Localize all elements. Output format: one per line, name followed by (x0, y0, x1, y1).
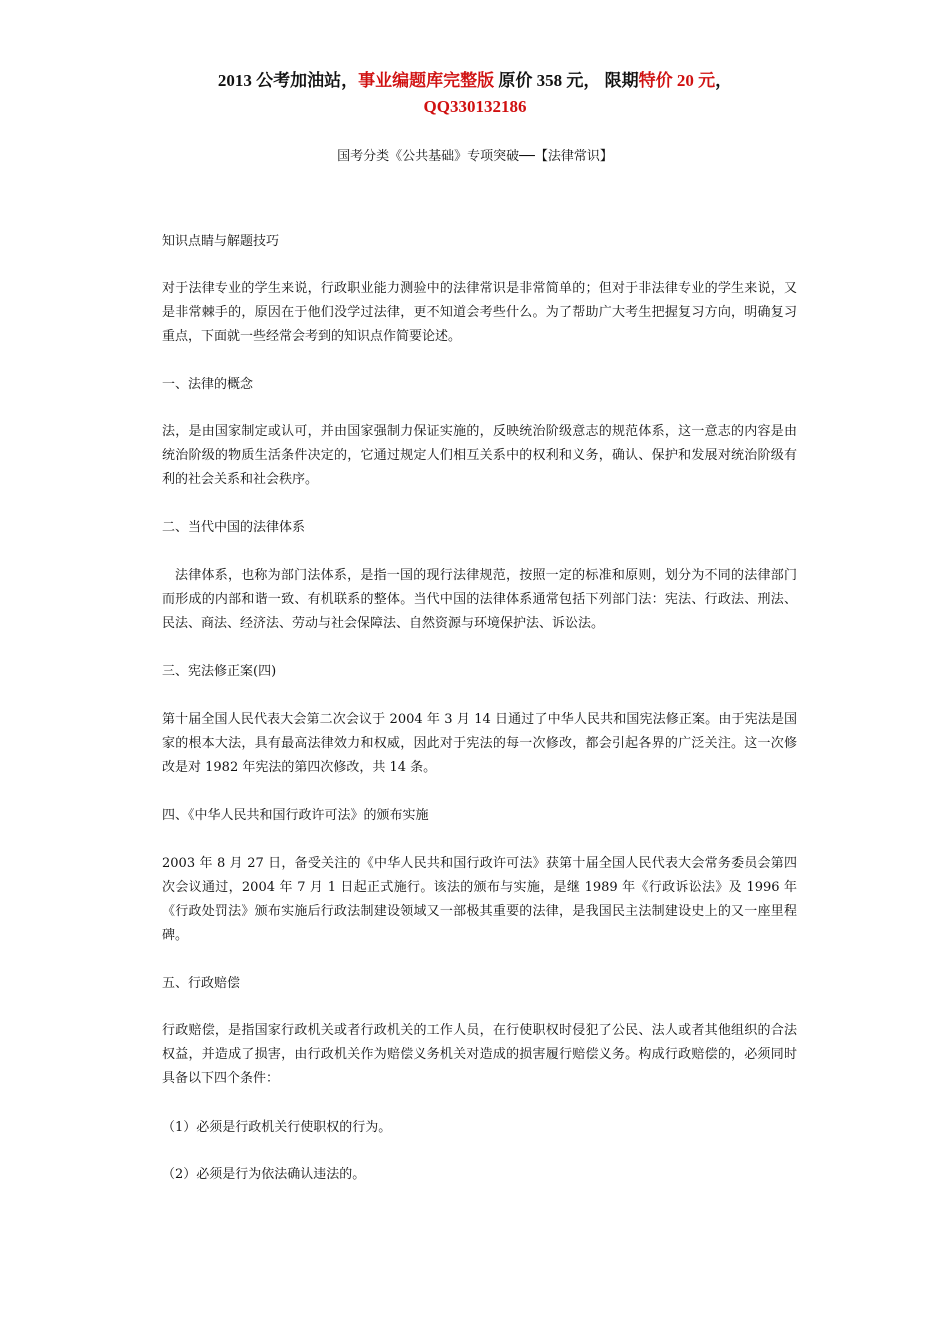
intro-heading: 知识点睛与解题技巧 (162, 234, 280, 249)
section-4-heading: 四、《中华人民共和国行政许可法》的颁布实施 (162, 808, 429, 823)
section-5-paragraph: 行政赔偿，是指国家行政机关或者行政机关的工作人员，在行使职权时侵犯了公民、法人或者其他组织的合法权益，并造成了损害，由行政机关作为赔偿义务机关对造成的损害履行赔偿义务。构成行政赔偿的，必须同时具备以下四个条件： (162, 1023, 797, 1086)
promo-qq: QQ330132186 (423, 97, 527, 116)
section-1-heading: 一、法律的概念 (162, 377, 254, 392)
promo-line-1 (100, 68, 850, 94)
promo-original-price: 原价 358 元， 限期 (494, 71, 639, 90)
section-4-paragraph: 2003 年 8 月 27 日，备受关注的《中华人民共和国行政许可法》获第十届全国人民代表大会常务委员会第四次会议通过，2004 年 7 月 1 日起正式施行。该法的颁布与实施，是继 1989 年《行政诉讼法》及 1996 年《行政处罚法》颁布实施后行政法制建设领域又一部极其重要的法律，是我国民主法制建设史上的又一座里程碑。 (162, 856, 797, 943)
section-3-paragraph: 第十届全国人民代表大会第二次会议于 2004 年 3 月 14 日通过了中华人民共和国宪法修正案。由于宪法是国家的根本大法，具有最高法律效力和权威，因此对于宪法的每一次修改，都会引起各界的广泛关注。这一次修改是对 1982 年宪法的第四次修改，共 14 条。 (162, 712, 797, 775)
section-5-heading: 五、行政赔偿 (162, 976, 241, 991)
promo-header (100, 68, 850, 120)
promo-site: 2013 公考加油站， (217, 71, 359, 90)
intro-paragraph: 对于法律专业的学生来说，行政职业能力测验中的法律常识是非常简单的；但对于非法律专业的学生来说，又是非常棘手的，原因在于他们没学过法律，更不知道会考些什么。为了帮助广大考生把握复习方向，明确复习重点，下面就一些经常会考到的知识点作简要论述。 (162, 281, 797, 344)
section-1-paragraph: 法，是由国家制定或认可，并由国家强制力保证实施的，反映统治阶级意志的规范体系，这一意志的内容是由统治阶级的物质生活条件决定的，它通过规定人们相互关系中的权利和义务，确认、保护和发展对统治阶级有利的社会关系和社会秩序。 (162, 424, 797, 487)
section-2-heading: 二、当代中国的法律体系 (162, 520, 306, 535)
promo-special-price: 特价 20 元 (638, 71, 716, 90)
promo-comma: ， (715, 71, 733, 90)
promo-product: 事业编题库完整版 (358, 71, 495, 90)
document-subtitle: 国考分类《公共基础》专项突破──【法律常识】 (337, 149, 613, 164)
condition-2: （2）必须是行为依法确认违法的。 (162, 1167, 366, 1182)
section-3-heading: 三、宪法修正案(四) (162, 664, 277, 679)
condition-1: （1）必须是行政机关行使职权的行为。 (162, 1120, 392, 1135)
section-2-paragraph: 法律体系，也称为部门法体系，是指一国的现行法律规范，按照一定的标准和原则，划分为不同的法律部门而形成的内部和谐一致、有机联系的整体。当代中国的法律体系通常包括下列部门法：宪法、行政法、刑法、民法、商法、经济法、劳动与社会保障法、自然资源与环境保护法、诉讼法。 (162, 568, 797, 631)
